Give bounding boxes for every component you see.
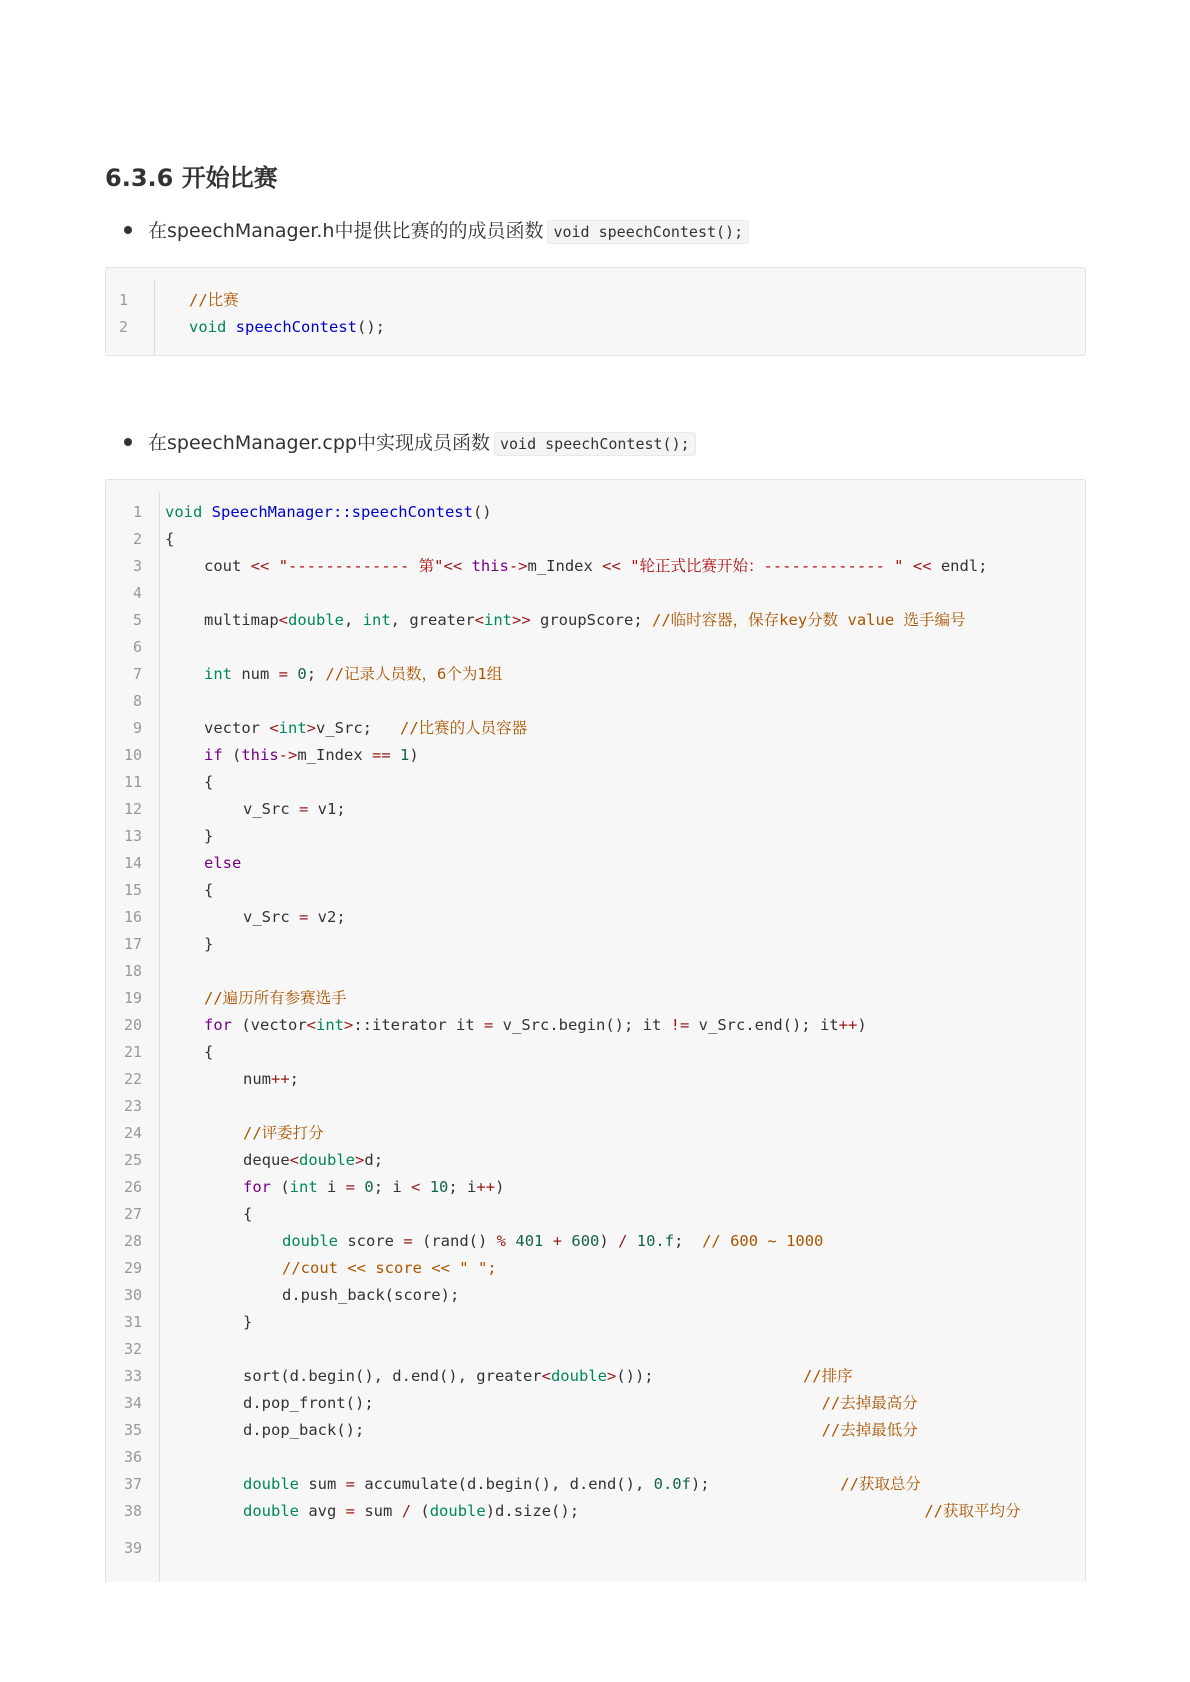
- code-line: [106, 1012, 1085, 1039]
- code-token: [288, 665, 297, 683]
- code-token: sort(d.begin(), d.end(), greater: [243, 1367, 542, 1385]
- line-number: 5: [132, 611, 142, 629]
- code-line: [106, 1363, 1085, 1390]
- code-token: //去掉最高分: [821, 1394, 918, 1412]
- code-token: 600: [571, 1232, 600, 1250]
- code-token: =: [299, 800, 309, 818]
- code-token: sum: [299, 1475, 346, 1493]
- code-line: [106, 688, 1085, 715]
- code-token: v_Src.begin(); it: [493, 1016, 671, 1034]
- line-number: 23: [123, 1097, 142, 1115]
- code-token: ; i: [448, 1178, 477, 1196]
- code-line: [106, 715, 1085, 742]
- line-number: 13: [123, 827, 142, 845]
- code-token: [355, 1178, 364, 1196]
- line-number: 7: [132, 665, 142, 683]
- code-text: [204, 715, 527, 742]
- code-token: !=: [670, 1016, 690, 1034]
- code-line: [106, 823, 1085, 850]
- code-token: >: [306, 719, 317, 737]
- code-text: [243, 1390, 918, 1417]
- code-text: [165, 499, 492, 526]
- code-line: [106, 1417, 1085, 1444]
- code-line: [106, 1336, 1085, 1363]
- code-token: <: [289, 1151, 300, 1169]
- code-token: >: [344, 1016, 354, 1034]
- code-token: <<: [250, 557, 270, 575]
- code-line: [106, 287, 1085, 314]
- code-token: [462, 557, 471, 575]
- code-token: [621, 557, 630, 575]
- code-token: this: [471, 557, 509, 575]
- code-text: [282, 1282, 459, 1309]
- code-text: [204, 985, 347, 1012]
- code-token: (: [222, 746, 242, 764]
- code-token: /: [618, 1232, 628, 1250]
- code-token: =: [345, 1502, 356, 1520]
- code-token: ->: [508, 557, 528, 575]
- line-number: 12: [123, 800, 142, 818]
- code-token: {: [204, 881, 214, 899]
- code-token: (): [472, 503, 492, 521]
- code-token: //评委打分: [243, 1124, 324, 1142]
- bullet-item-cpp-impl: [124, 426, 696, 460]
- code-line: [106, 1228, 1085, 1255]
- code-token: double: [243, 1475, 299, 1493]
- code-token: <: [541, 1367, 551, 1385]
- code-token: >: [606, 1367, 617, 1385]
- code-token: score: [338, 1232, 404, 1250]
- line-number: 1: [132, 503, 142, 521]
- code-text: [165, 526, 174, 553]
- code-token: this: [241, 746, 279, 764]
- code-token: endl;: [931, 557, 988, 575]
- line-number: 33: [123, 1367, 142, 1385]
- code-token: <: [411, 1178, 421, 1196]
- code-token: num: [232, 665, 279, 683]
- code-token: cout: [204, 557, 251, 575]
- line-number: 28: [123, 1232, 142, 1250]
- code-token: int: [316, 1016, 344, 1034]
- code-text: [243, 1309, 252, 1336]
- code-text: [243, 1201, 252, 1228]
- code-token: //临时容器，保存key分数 value 选手编号: [652, 611, 966, 629]
- code-token: =: [278, 665, 289, 683]
- code-line: [106, 1390, 1085, 1417]
- code-token: +: [552, 1232, 563, 1250]
- code-token: //排序: [802, 1367, 853, 1385]
- code-token: >: [355, 1151, 365, 1169]
- bullet-item-header-decl: [124, 214, 749, 248]
- code-token: d.pop_back();: [243, 1421, 822, 1439]
- code-token: <: [306, 1016, 316, 1034]
- code-line: [106, 553, 1085, 580]
- code-line: [106, 1535, 1085, 1562]
- code-text: [204, 661, 502, 688]
- code-token: 0.0f: [653, 1475, 691, 1493]
- code-token: //获取平均分: [924, 1502, 1021, 1520]
- code-token: [391, 746, 400, 764]
- code-token: (rand(): [412, 1232, 497, 1250]
- code-token: <: [474, 611, 485, 629]
- code-token: ->: [278, 746, 298, 764]
- code-token: ++: [476, 1178, 496, 1196]
- code-token: }: [243, 1313, 253, 1331]
- inline-code: void speechContest();: [494, 432, 696, 456]
- code-token: d;: [364, 1151, 384, 1169]
- line-number: 21: [123, 1043, 142, 1061]
- bullet-dot: [124, 438, 132, 446]
- code-block-header: [105, 267, 1086, 356]
- code-token: (: [411, 1502, 430, 1520]
- code-token: //比赛的人员容器: [400, 719, 528, 737]
- code-token: /: [401, 1502, 412, 1520]
- code-token: (: [271, 1178, 290, 1196]
- code-token: v1;: [308, 800, 346, 818]
- code-text: [204, 823, 213, 850]
- code-line: [106, 769, 1085, 796]
- code-line: [106, 958, 1085, 985]
- code-token: 0: [297, 665, 307, 683]
- code-token: {: [204, 773, 214, 791]
- line-number: 3: [132, 557, 142, 575]
- code-text: [243, 1147, 383, 1174]
- code-line: [106, 499, 1085, 526]
- code-token: if: [204, 746, 223, 764]
- code-token: void: [165, 503, 203, 521]
- line-number: 24: [123, 1124, 142, 1142]
- line-number: 37: [123, 1475, 142, 1493]
- code-token: [562, 1232, 571, 1250]
- code-token: =: [299, 908, 309, 926]
- code-text: [204, 1012, 867, 1039]
- code-token: ==: [372, 746, 391, 764]
- code-token: d.push_back(score);: [282, 1286, 460, 1304]
- line-number: 2: [118, 318, 128, 336]
- code-token: //获取总分: [840, 1475, 921, 1493]
- code-line: [106, 796, 1085, 823]
- line-number: 14: [123, 854, 142, 872]
- code-text: [204, 769, 213, 796]
- code-token: ,: [344, 611, 363, 629]
- code-token: sum: [355, 1502, 402, 1520]
- code-token: double: [299, 1151, 356, 1169]
- code-text: [243, 1363, 853, 1390]
- line-number: 36: [123, 1448, 142, 1466]
- code-token: avg: [299, 1502, 346, 1520]
- code-token: 10: [429, 1178, 449, 1196]
- code-token: v_Src: [243, 800, 299, 818]
- code-line: [106, 607, 1085, 634]
- code-token: m_Index: [527, 557, 603, 575]
- code-token: double: [550, 1367, 607, 1385]
- code-token: num: [243, 1070, 271, 1088]
- code-token: groupScore;: [530, 611, 653, 629]
- code-token: ;: [306, 665, 326, 683]
- line-number: 35: [123, 1421, 142, 1439]
- code-token: speechContest: [235, 318, 357, 336]
- bullet-text: 在speechManager.h中提供比赛的的成员函数: [148, 220, 544, 242]
- code-token: <<: [602, 557, 621, 575]
- code-line: [106, 1309, 1085, 1336]
- code-text: [243, 1066, 299, 1093]
- code-text: [204, 877, 213, 904]
- code-token: [506, 1232, 515, 1250]
- code-token: v_Src.end(); it: [689, 1016, 839, 1034]
- code-token: 10.f: [636, 1232, 675, 1250]
- code-token: 1: [400, 746, 410, 764]
- code-token: "轮正式比赛开始：------------- ": [630, 557, 904, 575]
- code-token: SpeechManager::speechContest: [211, 503, 473, 521]
- code-text: [243, 1417, 918, 1444]
- code-token: ::iterator it: [353, 1016, 484, 1034]
- code-text: [204, 850, 241, 877]
- line-number: 38: [123, 1502, 142, 1520]
- code-token: double: [243, 1502, 299, 1520]
- code-line: [106, 1174, 1085, 1201]
- code-token: <<: [443, 557, 463, 575]
- line-number: 32: [123, 1340, 142, 1358]
- code-text: [243, 904, 346, 931]
- code-token: ): [599, 1232, 619, 1250]
- code-token: [627, 1232, 636, 1250]
- line-number: 30: [123, 1286, 142, 1304]
- line-number: 10: [123, 746, 142, 764]
- code-line: [106, 314, 1085, 341]
- bullet-text: 在speechManager.cpp中实现成员函数: [148, 432, 490, 454]
- code-token: %: [496, 1232, 507, 1250]
- code-token: int: [204, 665, 232, 683]
- code-token: =: [403, 1232, 413, 1250]
- code-line: [106, 1282, 1085, 1309]
- line-number: 39: [123, 1539, 142, 1557]
- code-line: [106, 1255, 1085, 1282]
- code-token: deque: [243, 1151, 290, 1169]
- code-line: [106, 850, 1085, 877]
- line-number: 22: [123, 1070, 142, 1088]
- code-token: [904, 557, 913, 575]
- code-token: "------------- 第": [278, 557, 444, 575]
- code-token: ();: [357, 318, 385, 336]
- code-token: ; i: [373, 1178, 412, 1196]
- code-line: [106, 526, 1085, 553]
- code-token: <: [278, 611, 288, 629]
- code-token: [420, 1178, 429, 1196]
- code-token: void: [189, 318, 227, 336]
- code-line: [106, 1201, 1085, 1228]
- code-token: ): [857, 1016, 867, 1034]
- line-number: 29: [123, 1259, 142, 1277]
- inline-code: void speechContest();: [547, 220, 749, 244]
- code-token: vector: [204, 719, 270, 737]
- code-token: int: [484, 611, 513, 629]
- code-line: [106, 634, 1085, 661]
- code-token: ++: [271, 1070, 290, 1088]
- code-token: )d.size();: [485, 1502, 925, 1520]
- code-token: else: [204, 854, 242, 872]
- line-number: 26: [123, 1178, 142, 1196]
- code-line: [106, 1471, 1085, 1498]
- line-number: 25: [123, 1151, 142, 1169]
- code-token: [269, 557, 278, 575]
- line-number: 16: [123, 908, 142, 926]
- code-text: [204, 931, 213, 958]
- line-number: 15: [123, 881, 142, 899]
- code-token: v_Src;: [316, 719, 401, 737]
- code-lines: [106, 287, 1085, 341]
- code-token: }: [204, 935, 214, 953]
- code-token: double: [429, 1502, 486, 1520]
- code-token: for: [204, 1016, 232, 1034]
- code-text: [189, 314, 385, 341]
- code-line: [106, 1093, 1085, 1120]
- code-token: ): [409, 746, 419, 764]
- code-token: double: [288, 611, 344, 629]
- code-token: {: [204, 1043, 214, 1061]
- code-text: [189, 287, 239, 314]
- line-number: 4: [132, 584, 142, 602]
- code-token: //遍历所有参赛选手: [204, 989, 347, 1007]
- code-token: //去掉最低分: [821, 1421, 918, 1439]
- code-token: //比赛: [189, 291, 239, 309]
- code-token: for: [243, 1178, 271, 1196]
- code-token: );: [690, 1475, 841, 1493]
- line-number: 1: [118, 291, 128, 309]
- code-token: 0: [364, 1178, 374, 1196]
- code-token: =: [345, 1178, 356, 1196]
- code-token: <<: [912, 557, 932, 575]
- bullet-dot: [124, 226, 132, 234]
- code-token: [543, 1232, 552, 1250]
- line-number: 8: [132, 692, 142, 710]
- line-number: 6: [132, 638, 142, 656]
- section-heading: 6.3.6 开始比赛: [105, 164, 278, 192]
- code-text: [243, 1498, 1020, 1525]
- line-number: 34: [123, 1394, 142, 1412]
- code-token: int: [289, 1178, 318, 1196]
- code-line: [106, 931, 1085, 958]
- code-token: =: [484, 1016, 494, 1034]
- code-line: [106, 904, 1085, 931]
- code-line: [106, 877, 1085, 904]
- code-token: {: [243, 1205, 253, 1223]
- code-text: [204, 607, 966, 634]
- code-line: [106, 1498, 1085, 1525]
- code-text: [282, 1255, 497, 1282]
- code-lines: [106, 499, 1085, 1562]
- code-token: multimap: [204, 611, 279, 629]
- code-line: [106, 1039, 1085, 1066]
- code-line: [106, 1444, 1085, 1471]
- code-token: ): [495, 1178, 505, 1196]
- code-token: >>: [512, 611, 531, 629]
- code-line: [106, 1120, 1085, 1147]
- code-token: =: [345, 1475, 356, 1493]
- code-text: [282, 1228, 823, 1255]
- code-token: ;: [289, 1070, 300, 1088]
- code-line: [106, 742, 1085, 769]
- code-token: m_Index: [297, 746, 372, 764]
- code-text: [204, 742, 419, 769]
- code-token: }: [204, 827, 214, 845]
- code-token: ());: [616, 1367, 803, 1385]
- line-number: 20: [123, 1016, 142, 1034]
- code-token: 401: [515, 1232, 544, 1250]
- line-number: 31: [123, 1313, 142, 1331]
- code-token: v_Src: [243, 908, 299, 926]
- line-number: 17: [123, 935, 142, 953]
- code-token: , greater: [390, 611, 475, 629]
- code-token: <: [269, 719, 279, 737]
- code-token: accumulate(d.begin(), d.end(),: [355, 1475, 654, 1493]
- code-text: [243, 1120, 324, 1147]
- code-block-implementation: [105, 479, 1086, 1582]
- line-number: 9: [132, 719, 142, 737]
- code-text: [243, 796, 346, 823]
- code-line: [106, 580, 1085, 607]
- code-token: [202, 503, 211, 521]
- line-number: 19: [123, 989, 142, 1007]
- code-token: int: [362, 611, 391, 629]
- code-token: // 600 ~ 1000: [702, 1232, 824, 1250]
- code-text: [243, 1174, 504, 1201]
- code-line: [106, 661, 1085, 688]
- code-token: v2;: [308, 908, 346, 926]
- code-token: i: [317, 1178, 346, 1196]
- code-text: [204, 1039, 213, 1066]
- line-number: 18: [123, 962, 142, 980]
- code-token: d.pop_front();: [243, 1394, 822, 1412]
- code-token: double: [282, 1232, 338, 1250]
- line-number: 11: [123, 773, 142, 791]
- code-line: [106, 1066, 1085, 1093]
- code-text: [204, 553, 988, 580]
- code-token: {: [165, 530, 175, 548]
- code-token: ++: [838, 1016, 858, 1034]
- line-number: 27: [123, 1205, 142, 1223]
- code-line: [106, 1147, 1085, 1174]
- code-line: [106, 985, 1085, 1012]
- code-text: [243, 1471, 921, 1498]
- code-token: //记录人员数，6个为1组: [325, 665, 503, 683]
- code-token: //cout << score << " ";: [282, 1259, 497, 1277]
- line-number: 2: [132, 530, 142, 548]
- code-token: (vector: [232, 1016, 307, 1034]
- code-token: int: [278, 719, 307, 737]
- code-token: ;: [674, 1232, 703, 1250]
- code-token: [226, 318, 235, 336]
